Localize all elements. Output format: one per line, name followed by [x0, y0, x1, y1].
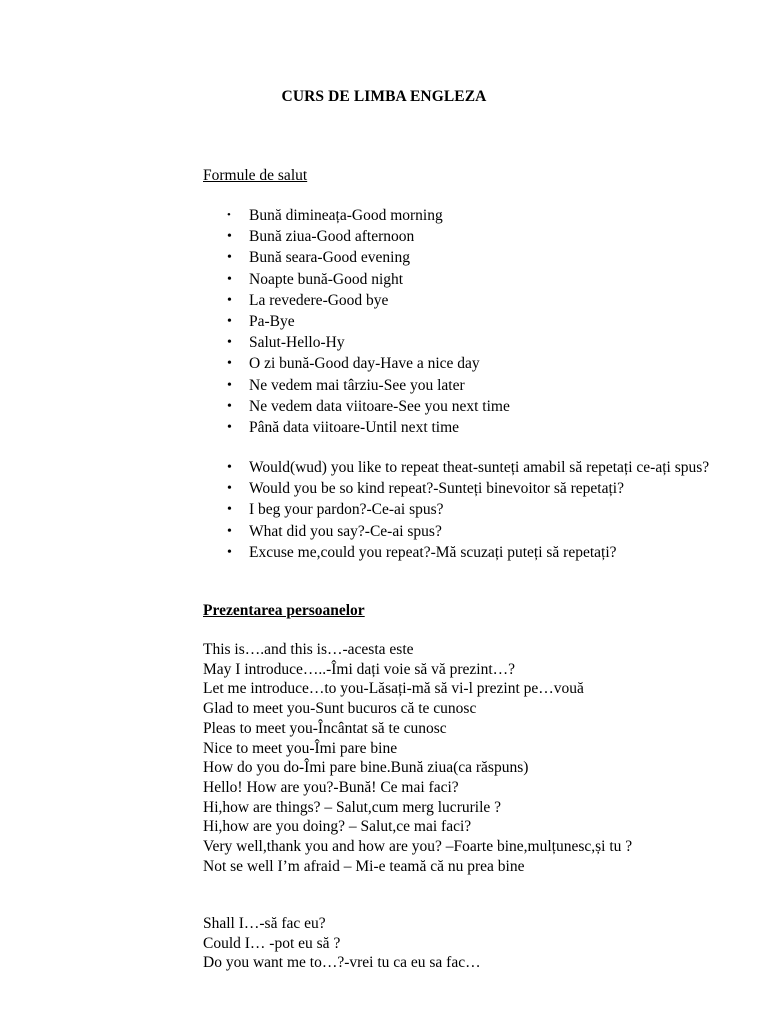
list-item: • Ne vedem mai târziu-See you later: [203, 375, 743, 396]
text-line: May I introduce…..-Îmi dați voie să vă prezint…?: [203, 660, 516, 678]
list-item: • Would(wud) you like to repeat theat-sunteți amabil să repetați ce-ați spus?: [203, 457, 743, 478]
text-line: Nice to meet you-Îmi pare bine: [203, 739, 398, 757]
list-item: • What did you say?-Ce-ai spus?: [203, 521, 743, 542]
text-line: Glad to meet you-Sunt bucuros că te cunosc: [203, 700, 477, 718]
bullet-icon: •: [227, 502, 232, 518]
bullet-icon: •: [227, 544, 232, 560]
bullet-icon: •: [227, 523, 232, 539]
text-line: This is….and this is…-acesta este: [203, 641, 414, 658]
list-item: • Bună seara-Good evening: [203, 247, 743, 268]
bullet-icon: •: [227, 271, 232, 287]
bullet-icon: •: [227, 398, 232, 414]
bullet-icon: •: [227, 250, 232, 266]
bullet-icon: •: [227, 420, 232, 436]
text-line: How do you do-Îmi pare bine.Bună ziua(ca răspuns): [203, 759, 529, 777]
introductions-text: [203, 640, 743, 876]
bullet-icon: •: [227, 209, 231, 221]
text-line: Very well,thank you and how are you? –Foarte bine,mulțunesc,și tu ?: [203, 838, 633, 856]
list-item: • La revedere-Good bye: [203, 290, 743, 311]
list-item: • Pa-Bye: [203, 311, 743, 332]
text-line: Hi,how are things? – Salut,cum merg lucrurile ?: [203, 798, 502, 816]
text-line: Could I… -pot eu să ?: [203, 934, 341, 952]
text-line: Not se well I’m afraid – Mi-e teamă că nu prea bine: [203, 857, 525, 875]
text-line: Shall I…-să fac eu?: [203, 915, 326, 932]
text-line: Do you want me to…?-vrei tu ca eu sa fac…: [203, 954, 481, 972]
list-item: • Ne vedem data viitoare-See you next time: [203, 396, 743, 417]
bullet-icon: •: [227, 292, 232, 308]
list-item: • Până data viitoare-Until next time: [203, 417, 743, 438]
list-item: • I beg your pardon?-Ce-ai spus?: [203, 499, 743, 520]
bullet-icon: •: [227, 335, 232, 351]
text-line: Let me introduce…to you-Lăsați-mă să vi-l prezint pe…vouă: [203, 680, 584, 698]
list-item: • Would you be so kind repeat?-Sunteți binevoitor să repetați?: [203, 478, 743, 499]
document-title: CURS DE LIMBA ENGLEZA: [281, 88, 487, 105]
list-item: • O zi bună-Good day-Have a nice day: [203, 353, 743, 374]
text-line: Pleas to meet you-Încântat să te cunosc: [203, 719, 447, 737]
list-item: • Bună ziua-Good afternoon: [203, 226, 743, 247]
list-item: • Excuse me,could you repeat?-Mă scuzați puteți să repetați?: [203, 542, 743, 563]
list-item: • Noapte bună-Good night: [203, 269, 743, 290]
bullet-icon: •: [227, 229, 232, 245]
bullet-icon: •: [227, 460, 232, 475]
greetings-list: [203, 205, 743, 438]
repeat-phrases-list: [203, 457, 743, 563]
bullet-icon: •: [227, 481, 232, 497]
section-heading-greetings: Formule de salut: [203, 167, 308, 184]
bullet-icon: •: [227, 356, 232, 372]
section-heading-introductions: Prezentarea persoanelor: [203, 602, 365, 619]
bullet-icon: •: [227, 377, 232, 393]
list-item: • Salut-Hello-Hy: [203, 332, 743, 353]
offers-text: [203, 914, 743, 973]
text-line: Hello! How are you?-Bună! Ce mai faci?: [203, 778, 459, 796]
list-item: • Bună dimineața-Good morning: [203, 205, 743, 226]
text-line: Hi,how are you doing? – Salut,ce mai faci?: [203, 818, 472, 836]
bullet-icon: •: [227, 314, 232, 330]
